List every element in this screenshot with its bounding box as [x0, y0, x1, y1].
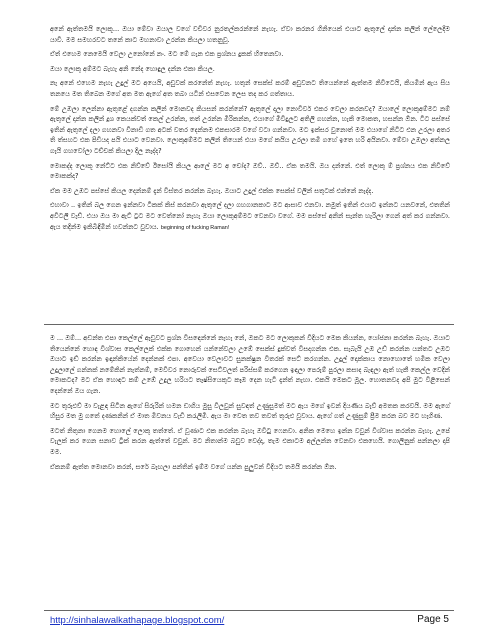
paragraph: ම ... ඔම්... අඩන්ත එපා කෙල්ලේ ඇඩුවට ප්‍රශ්න විසඳෙන්නේ නැහැ නේ, ඔකට මට ලොකුකන් විදියට මෙක කියන්න, යෝජනා කරන්න බැහැ. ඔයාට තියෙන්නේ හොඳ විශ්වාස කෙල්ලෙක් එක්ක ගොහෙන් යන්නේවලා උඹේ සෙක්ස් දුක්වත් විසදගන්න එක. සැබැයි උඹ උඩ් කරන්න යන්තට උඹට ඔයාට ඉඩ් කරන්න ඉඳාන්කියේන් දෙන්නක් එපා. අවෙයා වෙලාවට සුනක්ෂ්‍රන විතරක් සෙට් කරගන්න. උදුල් දොක්කාය නොහොතේ හමික වෙලා උදුලාලේ ගන්නක් නමේකින් නැත්නම්, මෙවිවර නොරුවක් සෙට්වලත් පරිස්සම් කරගෙන ඉඳලා පෙරුම් පුරලා කසාද බැඳලා ඇත් හැකී කෙල්ල වෙදින් මොකටද? මට ඒක හොඳට කම් උඹේ උදුල හරියට තෑෂ්සියෙකුට කෑඹ දෙන හැටී දැන්ත් නැහා. එකයි මෙකට මූල. හොතනවද අපි මුට විළිසෙන් දෙන්නේ ඔය ගැන. — [50, 334, 450, 395]
paragraph: ඒත් එහෙම නෙමෙයි වෙලා උනෝනේ නං. මට මේ ගැන එක ප්‍රශ්නය දුකක් හිතෙනවා. — [50, 50, 284, 59]
section-divider — [44, 324, 454, 325]
page-number: Page 5 — [417, 614, 449, 625]
text-section-top — [50, 24, 450, 237]
paragraph-text: එහාවා .. ඉතින් බල ගෙන ඉන්නවා ටිකක් කිස් කරනවා ඇතුලේ දලා ගහගානකාට මට ආසාව එනවා. නමුත් ඉතින් එයාට ඉන්නට යනවනේ, එතතින් අවිටලී වැඩ්. එයා ඔය මා ඇට් ට්‍රට මට වෙත්නෝ නැහැ ඔයා ලොකුඅම්මට වෙනවා වගේ. මම පස්සේ අනින් සැන්ත හැරිලා ගෙන් අත් කර ගන්නවා. ඇය තදින්ම ඉකිබිඳිමින් හවන්නට වුවාය. — [50, 201, 450, 231]
footer-divider — [44, 610, 454, 611]
inline-note: beginning of fucking Raman! — [160, 224, 230, 231]
paragraph: නැ අනේ එහෙම නැහැ උදුල් මට අයෙයි, අඩුවක් කරනේත් නැහැ. හතුන් සෙක්ස් කරම් අඩුවනට තියෙන්නේ ඇත්තම නිවිටෙයි, කියමින් ඇය සිය තනයෙ මත තිබෙන මගේ අත මත ඇගේ අත තබා යටින් එසවෙන ලෙස තද කර ගත්තාය. — [50, 79, 450, 98]
text-section-bottom — [50, 333, 450, 476]
paragraph: මොකද්ද ලොකූ නේට්ට එක නිව්වේ ඊසෝයි කියල ආලේ මට අ චෝද? ඔව්.. ඔව්.. ඒක තමයි. ඔය දන්නේ. එත් ලොකු ම් ප්‍රශ්නය එක නිවිවේ මොකක්ද? — [50, 161, 450, 181]
footer-url-link[interactable]: http://sinhalawalkathapage.blogspot.com/ — [50, 615, 225, 626]
paragraph: අනේ ඇත්තමයි ලොකූ... ඔයා මේවා ඔයාල වගේ වචිවර නුරතල්කරන්නේ නැහැ. ඒවා කරනර ගිනියෙක් එයාට ඇතුලේ දාන්න කලින් ලේලෙදීම යාවි. මම සමහරවට තනේ කාට මහනාවා උරන්න කියලා හතනුවූ. — [50, 25, 450, 44]
paragraph: ඒකනම් ඇත්ත මොනවා කරන්, සරේ බැඟලා පන්තින් ඉම්ම වගේ යන්න පුලුවන් විදියට තමයි කරන්න ඕන. — [50, 462, 337, 471]
paragraph-with-note — [50, 200, 450, 233]
paragraph: ඒක මම උඹට පස්සේ කියල දෙන්නම් දැන් විස්තර කරන්න බැහැ. ඔයාට උදුල් එක්ක සෙක්ස් වලින් සතුටක් එන්නේ නැද්ද. — [50, 186, 374, 195]
paragraph: ඔයා ලොකු අම්මට බැහැ අනි නේද හොඳුල දන්න එකා කියල. — [50, 64, 215, 73]
paragraph: මටත් නිතුනා ගෙනම හොලේ ලොකු තත්තේ. ඒ වූණාට එක කරන්න බැහැ ඔවිටු ෆෙනවා. අනික මෙහෙ ඉන්න වවුන් විශ්වාස කරන්න බැහැ. උපේ වැලක් කර ගෙන සනාව ට්‍රීක් කරන ඇත්තේ වවුන්. මට නිතාන්ම බඩුව වෙද්දා, තැම එකාටම අල්ලන්න වෙනවා එකහෙයි. ගොලිනුක් පන්නලා දාපි මම. — [50, 426, 450, 456]
paragraph: මේ උඹලා ලෙන්නා ඇතුළේ දගන්න කලින් මොනවද කියසන් කරන්නේ? ඇතුලේ දලා නොවිවර් එකර වෙලා කරනවද? ඔයාලේ ලොකුඅම්මට නම් ඇතුලේ දාන්න කලින් දූශ කෙයක්වත් කෙල් උරන්න, තත් උරන්න මිරිකන්න, එයාගේ මීවිදුලට අතිලි ගහන්න, හැකි මොකත, හසන්න ඕන. ටිට පස්සේ ඉතින් ඇතුලේ දලා ගහනවා විනාඩි ගත අටක් වතර දෙන්නම එකසාරම වගේ වටා ගන්නවා. මට ඉක්සර වුනොත් මම එයාගේ නිටිට එන උරලා අතර ති ත්සහට එක පිඩියද පයි එයාට වෙනවා. ලොකුඅම්මට කලින් තියෙන් එයා මගේ කයිය උරලා තමි ගහේ ඉතෙ හරි අයිනවා. මේවා උඹලා අත්නල ගැයි ගහවෝලා ටච්චක් කියලා දිල නැද්ද? — [50, 104, 450, 155]
paragraph: මට තුරුළුව් මා වැළඳ සිටින ඇගේ සිරුරින් හමන ඩාගිය මුසු විලවුන් සුවඳත් උණුසුමත් මට ඇය මගේ ඉවන් දියණිය බැව් අමතක කරවයි. මම ඇගේ හිසුර මත මු ගතේ දණකනින් ඒ මාත මිවනය වැඩි කරැලිමි. ඇය මා වෙත තව තවත් තුරුළු වූවාය. ඇගේ ගත් උණුසුම් ප්‍රීම කරන බව මට හැගිණ. — [50, 401, 450, 421]
